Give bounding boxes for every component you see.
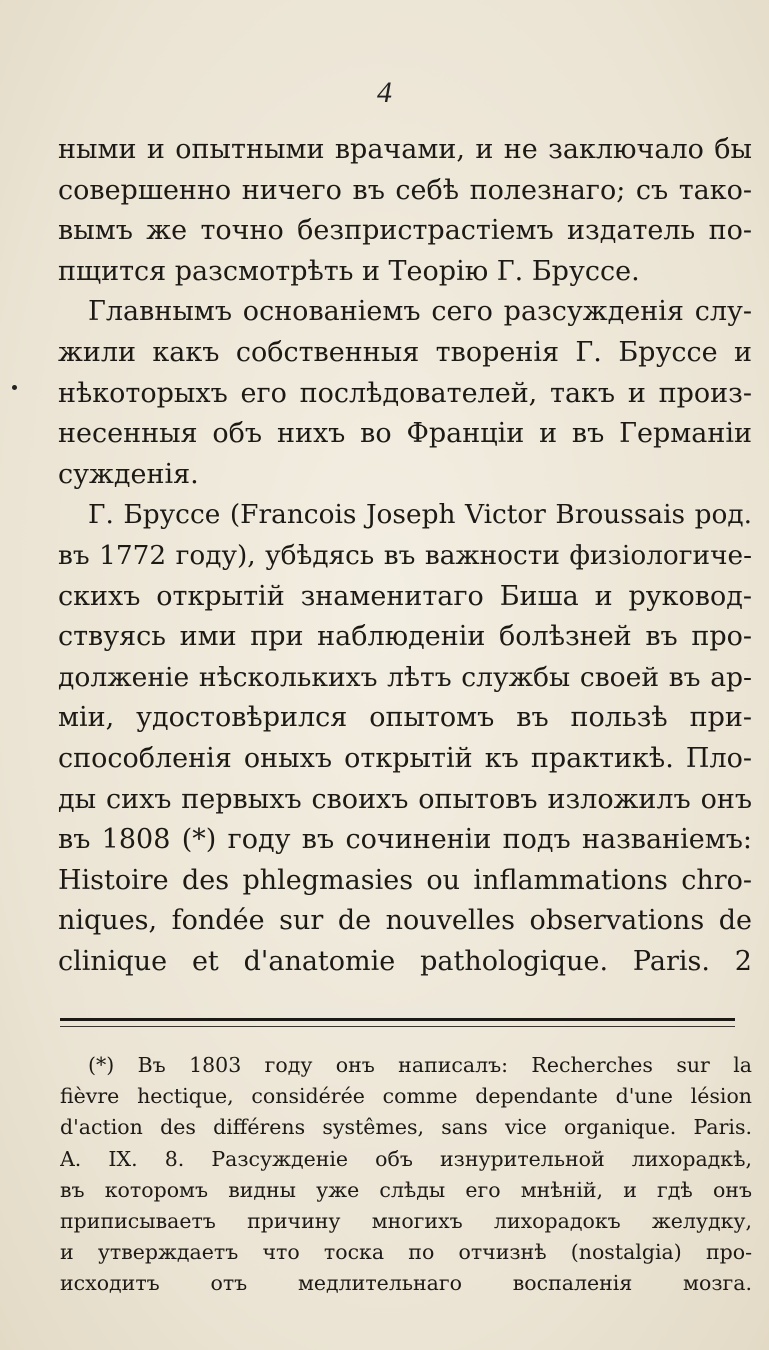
text-line: способленія оныхъ открытій къ практикѣ. Пло- bbox=[58, 742, 752, 774]
text-line: нѣкоторыхъ его послѣдователей, такъ и произ- bbox=[58, 377, 752, 409]
footnote-divider bbox=[60, 1018, 735, 1021]
footnote bbox=[60, 1050, 752, 1300]
text-line: ными и опытными врачами, и не заключало бы bbox=[58, 134, 752, 165]
text-line: міи, удостовѣрился опытомъ въ пользѣ при- bbox=[58, 702, 752, 734]
text-line: Histoire des phlegmasies ou inflammations chro- bbox=[58, 864, 752, 896]
text-line: сужденія. bbox=[58, 458, 199, 490]
footnote-line: исходитъ отъ медлительнаго воспаленія мозга. bbox=[60, 1271, 752, 1296]
text-line: несенныя объ нихъ во Франціи и въ Германіи bbox=[58, 418, 752, 450]
margin-mark bbox=[12, 385, 17, 390]
text-line: вымъ же точно безпристрастіемъ издатель по- bbox=[58, 215, 752, 247]
text-line: совершенно ничего въ себѣ полезнаго; съ тако- bbox=[58, 174, 752, 206]
text-line: Г. Бруссе (Francois Joseph Victor Broussais род. bbox=[88, 500, 752, 531]
text-line: долженіе нѣсколькихъ лѣтъ службы своей въ ар- bbox=[58, 661, 752, 693]
footnote-line: d'action des différens systêmes, sans vice organique. Paris. bbox=[60, 1115, 752, 1140]
footnote-line: въ которомъ видны уже слѣды его мнѣній, и гдѣ онъ bbox=[60, 1177, 752, 1202]
text-line: clinique et d'anatomie pathologique. Paris. 2 bbox=[58, 945, 752, 977]
text-line: Главнымъ основаніемъ сего разсужденія слу- bbox=[88, 296, 752, 328]
text-line: пщится разсмотрѣть и Теорію Г. Бруссе. bbox=[58, 255, 640, 287]
text-line: въ 1772 году), убѣдясь въ важности физіологиче- bbox=[58, 540, 752, 571]
page-number: 4 bbox=[377, 76, 392, 109]
footnote-line: (*) Въ 1803 году онъ написалъ: Recherches sur la bbox=[88, 1053, 752, 1077]
footnote-line: fièvre hectique, considérée comme dependante d'une lésion bbox=[60, 1084, 752, 1109]
text-line: niques, fondée sur de nouvelles observations de bbox=[58, 905, 752, 937]
footnote-line: и утверждаетъ что тоска по отчизнѣ (nostalgia) про- bbox=[60, 1240, 752, 1265]
text-line: ствуясь ими при наблюденіи болѣзней въ про- bbox=[58, 621, 752, 653]
footnote-line: приписываетъ причину многихъ лихорадокъ желудку, bbox=[60, 1208, 752, 1233]
text-line: ды сихъ первыхъ своихъ опытовъ изложилъ онъ bbox=[58, 783, 752, 815]
text-line: въ 1808 (*) году въ сочиненіи подъ названіемъ: bbox=[58, 824, 752, 856]
main-text bbox=[58, 130, 752, 982]
text-line: жили какъ собственныя творенія Г. Бруссе и bbox=[58, 336, 752, 368]
text-line: скихъ открытій знаменитаго Биша и руковод- bbox=[58, 580, 752, 612]
footnote-line: A. IX. 8. Разсужденіе объ изнурительной лихорадкѣ, bbox=[60, 1146, 752, 1171]
footnote-divider-thin bbox=[60, 1026, 735, 1027]
